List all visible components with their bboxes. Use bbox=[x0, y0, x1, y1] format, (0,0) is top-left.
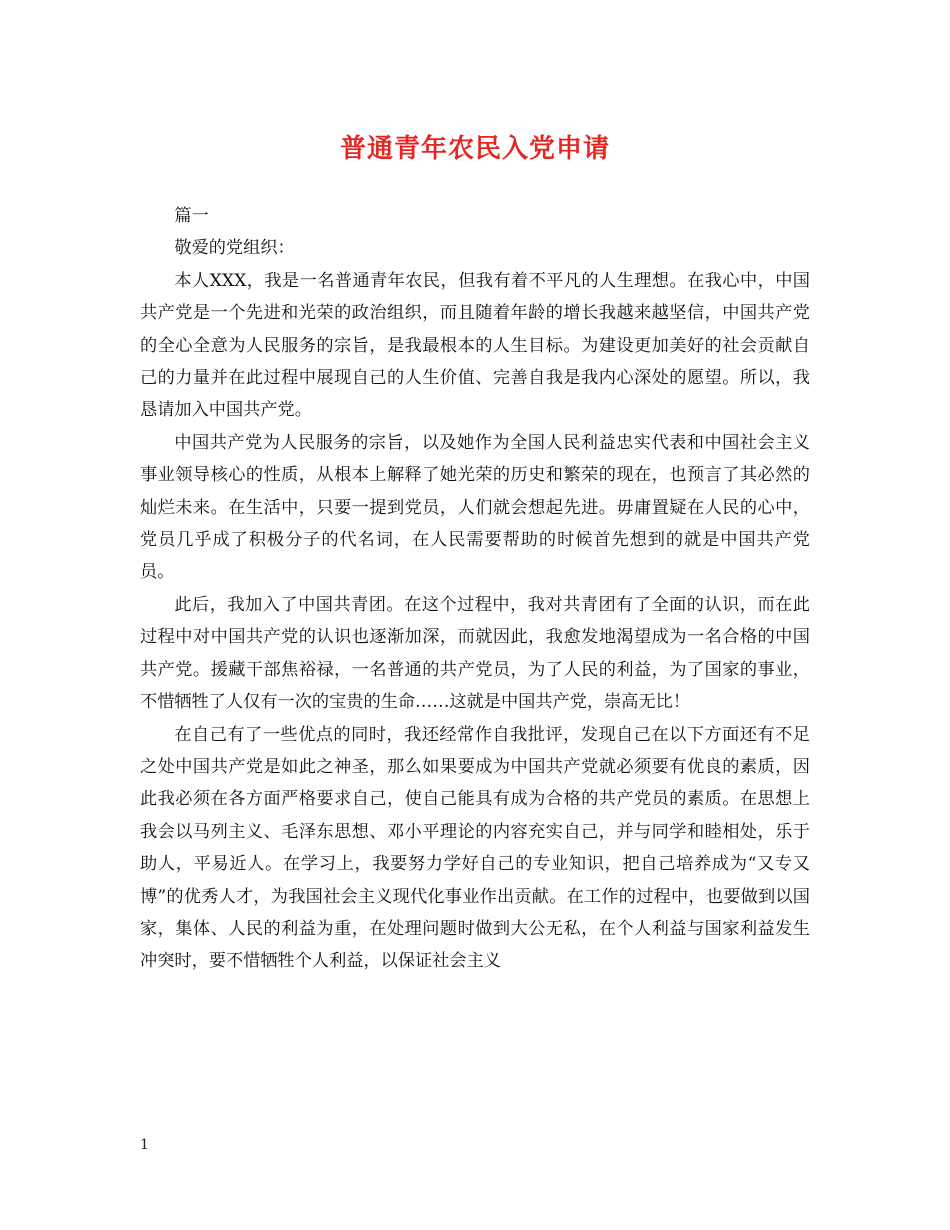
document-body bbox=[140, 200, 810, 978]
paragraph-2: 中国共产党为人民服务的宗旨，以及她作为全国人民利益忠实代表和中国社会主义事业领导核心的性质，从根本上解释了她光荣的历史和繁荣的现在，也预言了其必然的灿烂未来。在生活中，只要一提到党员，人们就会想起先进。毋庸置疑在人民的心中，党员几乎成了积极分子的代名词，在人民需要帮助的时候首先想到的就是中国共产党员。 bbox=[140, 432, 810, 583]
paragraph-4: 在自己有了一些优点的同时，我还经常作自我批评，发现自己在以下方面还有不足之处中国共产党是如此之神圣，那么如果要成为中国共产党就必须要有优良的素质，因此我必须在各方面严格要求自己，使自己能具有成为合格的共产党员的素质。在思想上我会以马列主义、毛泽东思想、邓小平理论的内容充实自己，并与同学和睦相处，乐于助人，平易近人。在学习上，我要努力学好自己的专业知识，把自己培养成为“又专又博”的优秀人才，为我国社会主义现代化事业作出贡献。在工作的过程中，也要做到以国家，集体、人民的利益为重，在处理问题时做到大公无私，在个人利益与国家利益发生冲突时，要不惜牺牲个人利益，以保证社会主义 bbox=[140, 724, 810, 972]
salutation: 敬爱的党组织： bbox=[174, 238, 295, 259]
document-title: 普通青年农民入党申请 bbox=[339, 134, 610, 164]
page-number: 1 bbox=[140, 1137, 149, 1153]
paragraph-3: 此后，我加入了中国共青团。在这个过程中，我对共青团有了全面的认识，而在此过程中对中国共产党的认识也逐渐加深，而就因此，我愈发地渴望成为一名合格的中国共产党。援藏干部焦裕禄，一名普通的共产党员，为了人民的利益，为了国家的事业，不惜牺牲了人仅有一次的宝贵的生命……这就是中国共产党，崇高无比！ bbox=[140, 594, 810, 713]
section-label: 篇一 bbox=[174, 206, 209, 226]
paragraph-1: 本人XXX，我是一名普通青年农民，但我有着不平凡的人生理想。在我心中，中国共产党是一个先进和光荣的政治组织，而且随着年龄的增长我越来越坚信，中国共产党的全心全意为人民服务的宗旨，是我最根本的人生目标。为建设更加美好的社会贡献自己的力量并在此过程中展现自己的人生价值、完善自我是我内心深处的愿望。所以，我恳请加入中国共产党。 bbox=[140, 270, 810, 421]
